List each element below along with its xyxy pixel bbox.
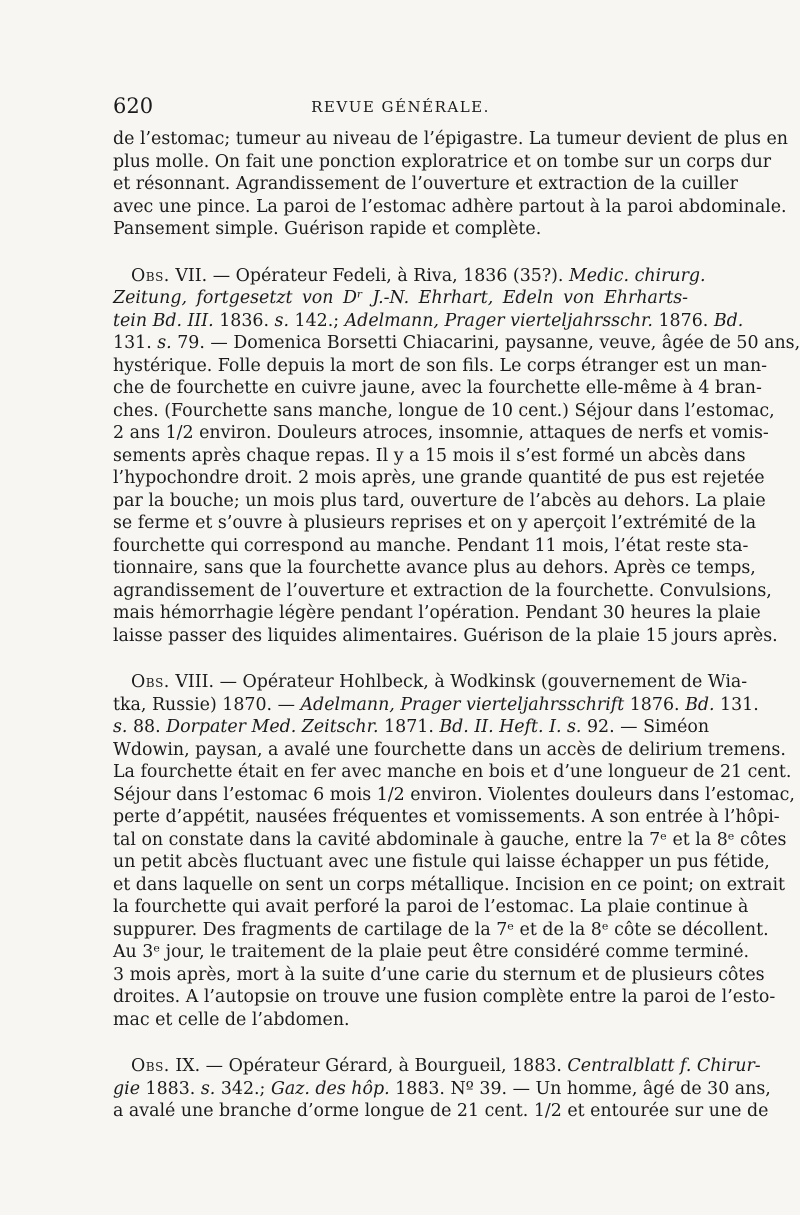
citation-line: gie 1883. s. 342.; Gaz. des hôp. 1883. Nº 39. — Un homme, âgé de 30 ans, bbox=[113, 1078, 771, 1099]
text-line: agrandissement de l’ouverture et extraction de la fourchette. Convulsions, bbox=[113, 580, 772, 601]
obs-heading-line: Obs. IX. — Opérateur Gérard, à Bourgueil, 1883. Centralblatt f. Chirur- bbox=[131, 1056, 761, 1076]
text-line: Pansement simple. Guérison rapide et complète. bbox=[113, 219, 542, 239]
text-line: par la bouche; un mois plus tard, ouverture de l’abcès au dehors. La plaie bbox=[113, 490, 766, 511]
text-line: a avalé une branche d’orme longue de 21 cent. 1/2 et entourée sur une de bbox=[113, 1101, 769, 1121]
text-line: plus molle. On fait une ponction exploratrice et on tombe sur un corps dur bbox=[113, 151, 772, 172]
text-line: se ferme et s’ouvre à plusieurs reprises et on y aperçoit l’extrémité de la bbox=[113, 513, 757, 533]
text-line: l’hypochondre droit. 2 mois après, une grande quantité de pus est rejetée bbox=[113, 468, 765, 488]
running-head: REVUE GÉNÉRALE. bbox=[311, 98, 490, 116]
text-line: 3 mois après, mort à la suite d’une carie du sternum et de plusieurs côtes bbox=[113, 964, 765, 985]
citation-line: tka, Russie) 1870. — Adelmann, Prager vierteljahrsschrift 1876. Bd. 131. bbox=[113, 694, 759, 715]
text-line: che de fourchette en cuivre jaune, avec la fourchette elle-même à 4 bran- bbox=[113, 378, 762, 398]
continuation-paragraph bbox=[113, 128, 788, 241]
obs-label: Obs. bbox=[131, 672, 170, 692]
text-line: et résonnant. Agrandissement de l’ouverture et extraction de la cuiller bbox=[113, 174, 738, 194]
text-line: Séjour dans l’estomac 6 mois 1/2 environ. Violentes douleurs dans l’estomac, bbox=[113, 784, 795, 805]
text-line: la fourchette qui avait perforé la paroi de l’estomac. La plaie continue à bbox=[113, 897, 749, 917]
page-number: 620 bbox=[113, 94, 154, 118]
text-line: Au 3ᵉ jour, le traitement de la plaie peut être considéré comme terminé. bbox=[113, 942, 750, 962]
obs-heading-line: Obs. VIII. — Opérateur Hohlbeck, à Wodkinsk (gouvernement de Wia- bbox=[131, 672, 748, 692]
text-line: ches. (Fourchette sans manche, longue de 10 cent.) Séjour dans l’estomac, bbox=[113, 400, 775, 421]
obs-heading-line: Obs. VII. — Opérateur Fedeli, à Riva, 1836 (35?). Medic. chirurg. bbox=[131, 265, 706, 286]
text-line: avec une pince. La paroi de l’estomac adhère partout à la paroi abdominale. bbox=[113, 196, 787, 217]
text-line: hystérique. Folle depuis la mort de son fils. Le corps étranger est un man- bbox=[113, 355, 768, 376]
text-line: mac et celle de l’abdomen. bbox=[113, 1009, 350, 1030]
observation-7 bbox=[113, 265, 800, 648]
observation-9 bbox=[113, 1055, 771, 1123]
obs-label: Obs. bbox=[131, 1056, 170, 1076]
text-line: tal on constate dans la cavité abdominale à gauche, entre la 7ᵉ et la 8ᵉ côtes bbox=[113, 829, 787, 850]
text-line: droites. A l’autopsie on trouve une fusion complète entre la paroi de l’esto- bbox=[113, 987, 776, 1007]
page-header bbox=[113, 94, 688, 124]
obs-label: Obs. bbox=[131, 265, 170, 286]
text-line: et dans laquelle on sent un corps métallique. Incision en ce point; on extrait bbox=[113, 874, 786, 895]
citation-line: s. 88. Dorpater Med. Zeitschr. 1871. Bd. II. Heft. I. s. 92. — Siméon bbox=[113, 717, 710, 737]
text-line: tionnaire, sans que la fourchette avance plus au dehors. Après ce temps, bbox=[113, 558, 756, 578]
text-line: suppurer. Des fragments de cartilage de la 7ᵉ et de la 8ᵉ côte se décollent. bbox=[113, 919, 769, 940]
text-line: 131. s. 79. — Domenica Borsetti Chiacarini, paysanne, veuve, âgée de 50 ans, bbox=[113, 333, 800, 353]
text-line: laisse passer des liquides alimentaires. Guérison de la plaie 15 jours après. bbox=[113, 625, 778, 646]
text-line: Wdowin, paysan, a avalé une fourchette dans un accès de delirium tremens. bbox=[113, 739, 786, 760]
observation-8 bbox=[113, 671, 795, 1031]
text-line: de l’estomac; tumeur au niveau de l’épigastre. La tumeur devient de plus en bbox=[113, 129, 788, 149]
citation-line: tein Bd. III. 1836. s. 142.; Adelmann, Prager vierteljahrsschr. 1876. Bd. bbox=[113, 310, 744, 331]
body-text bbox=[113, 128, 800, 1123]
citation-line: Zeitung, fortgesetzt von Dʳ J.-N. Ehrhart, Edeln von Ehrharts- bbox=[113, 288, 688, 308]
text-line: un petit abcès fluctuant avec une fistule qui laisse échapper un pus fétide, bbox=[113, 852, 770, 872]
text-line: fourchette qui correspond au manche. Pendant 11 mois, l’état reste sta- bbox=[113, 535, 749, 556]
text-line: 2 ans 1/2 environ. Douleurs atroces, insomnie, attaques de nerfs et vomis- bbox=[113, 423, 769, 443]
text-line: La fourchette était en fer avec manche en bois et d’une longueur de 21 cent. bbox=[113, 762, 792, 782]
text-line: mais hémorrhagie légère pendant l’opération. Pendant 30 heures la plaie bbox=[113, 603, 761, 623]
text-line: perte d’appétit, nausées fréquentes et vomissements. A son entrée à l’hôpi- bbox=[113, 807, 780, 827]
text-line: sements après chaque repas. Il y a 15 mois il s’est formé un abcès dans bbox=[113, 445, 746, 466]
